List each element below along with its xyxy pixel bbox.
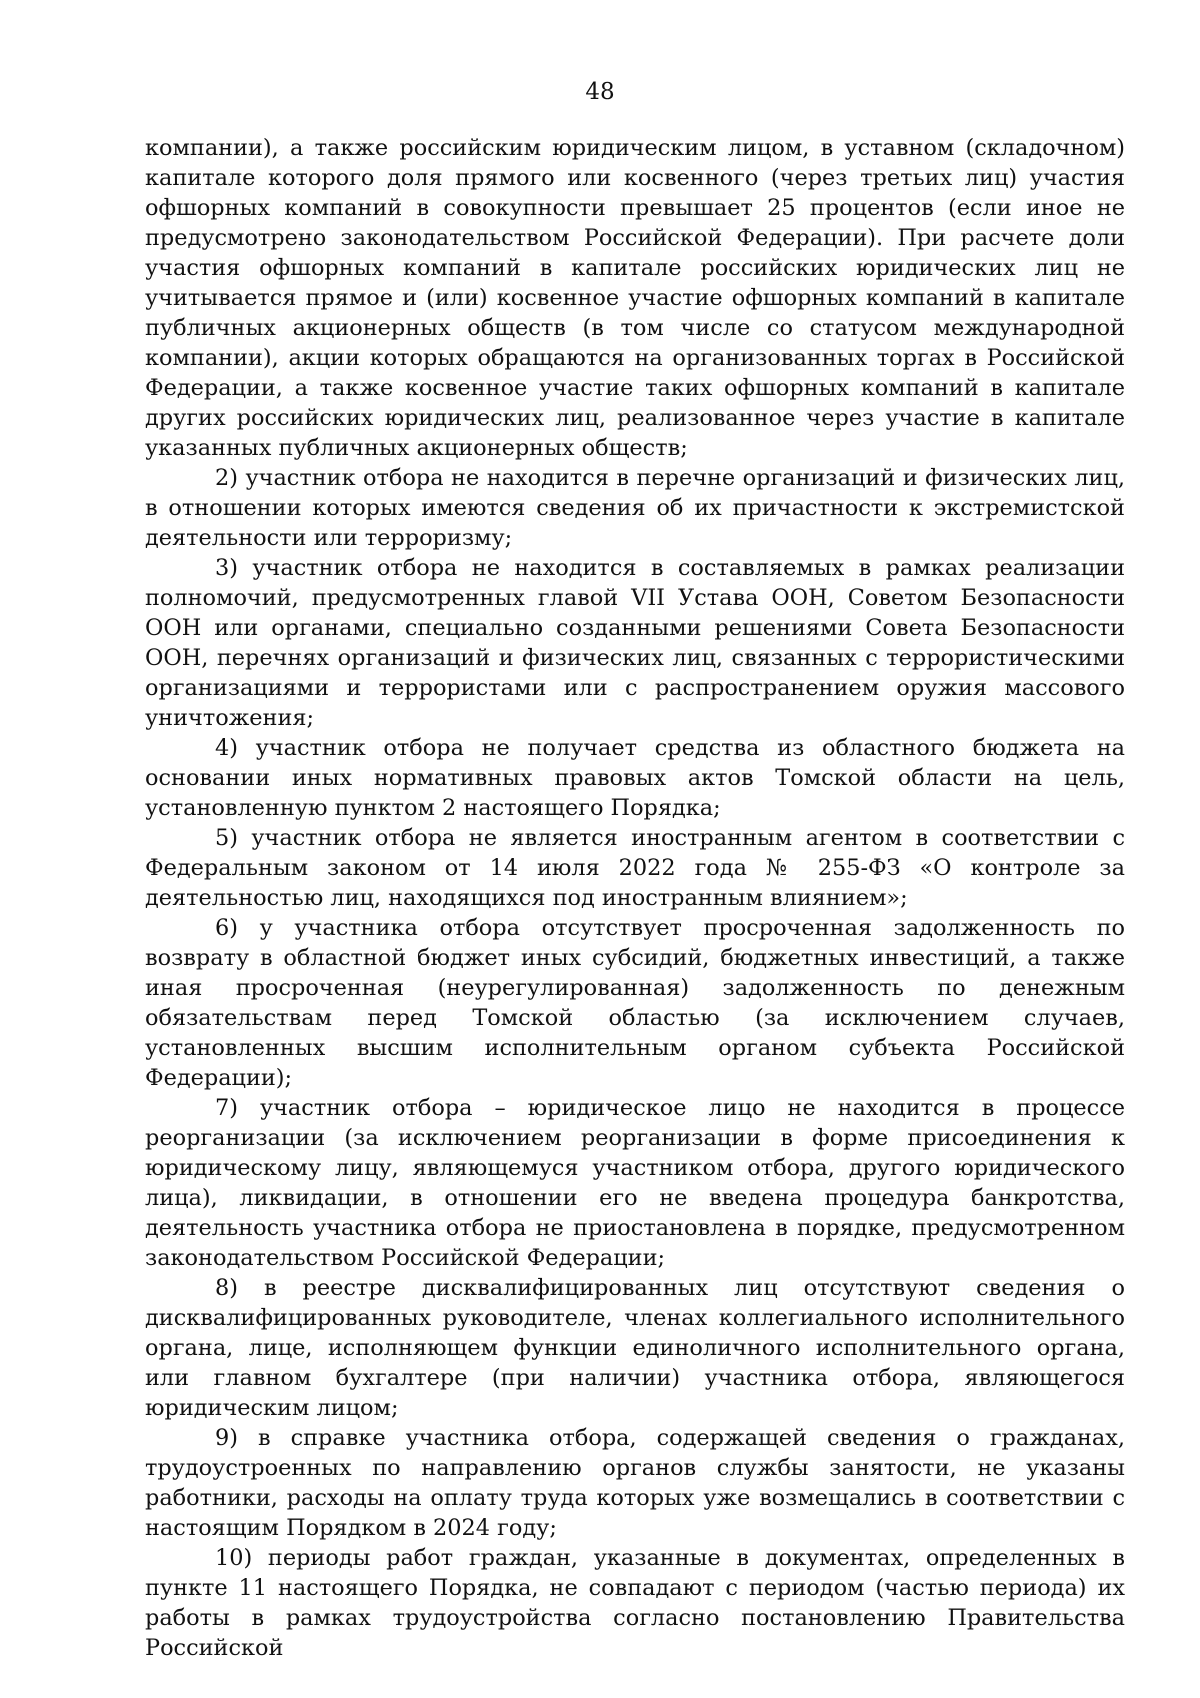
paragraph-item-7: 7) участник отбора – юридическое лицо не находится в процессе реорганизации (за исключением реорганизации в форме присоединения к юридическому лицу, являющемуся участником отбора, другого юридического лица), ликвидации, в отношении его не введена процедура банкротства, деятельность участника отбора не приостановлена в порядке, предусмотренном законодательством Российской Федерации;: [145, 1095, 1125, 1271]
paragraph-item-10: 10) периоды работ граждан, указанные в документах, определенных в пункте 11 настоящего Порядка, не совпадают с периодом (частью периода) их работы в рамках трудоустройства согласно постановлению Правительства Российской: [145, 1545, 1125, 1661]
paragraph-item-6: 6) у участника отбора отсутствует просроченная задолженность по возврату в областной бюджет иных субсидий, бюджетных инвестиций, а также иная просроченная (неурегулированная) задолженность по денежным обязательствам перед Томской областью (за исключением случаев, установленных высшим исполнительным органом субъекта Российской Федерации);: [145, 915, 1125, 1091]
paragraph-item-8: 8) в реестре дисквалифицированных лиц отсутствуют сведения о дисквалифицированных руководителе, членах коллегиального исполнительного органа, лице, исполняющем функции единоличного исполнительного органа, или главном бухгалтере (при наличии) участника отбора, являющегося юридическим лицом;: [145, 1275, 1125, 1421]
paragraph-offshore-continuation: компании), а также российским юридическим лицом, в уставном (складочном) капитале которого доля прямого или косвенного (через третьих лиц) участия офшорных компаний в совокупности превышает 25 процентов (если иное не предусмотрено законодательством Российской Федерации). При расчете доли участия офшорных компаний в капитале российских юридических лиц не учитывается прямое и (или) косвенное участие офшорных компаний в капитале публичных акционерных обществ (в том числе со статусом международной компании), акции которых обращаются на организованных торгах в Российской Федерации, а также косвенное участие таких офшорных компаний в капитале других российских юридических лиц, реализованное через участие в капитале указанных публичных акционерных обществ;: [145, 135, 1125, 461]
document-body: [145, 133, 1125, 1663]
paragraph-item-4: 4) участник отбора не получает средства из областного бюджета на основании иных нормативных правовых актов Томской области на цель, установленную пунктом 2 настоящего Порядка;: [145, 735, 1125, 821]
paragraph-item-9: 9) в справке участника отбора, содержащей сведения о гражданах, трудоустроенных по направлению органов службы занятости, не указаны работники, расходы на оплату труда которых уже возмещались в соответствии с настоящим Порядком в 2024 году;: [145, 1425, 1125, 1541]
paragraph-item-3: 3) участник отбора не находится в составляемых в рамках реализации полномочий, предусмотренных главой VII Устава ООН, Советом Безопасности ООН или органами, специально созданными решениями Совета Безопасности ООН, перечнях организаций и физических лиц, связанных с террористическими организациями и террористами или с распространением оружия массового уничтожения;: [145, 555, 1125, 731]
paragraph-item-5: 5) участник отбора не является иностранным агентом в соответствии с Федеральным законом от 14 июля 2022 года № 255-ФЗ «О контроле за деятельностью лиц, находящихся под иностранным влиянием»;: [145, 825, 1125, 911]
paragraph-item-2: 2) участник отбора не находится в перечне организаций и физических лиц, в отношении которых имеются сведения об их причастности к экстремистской деятельности или терроризму;: [145, 465, 1125, 551]
page-number: 48: [585, 79, 615, 105]
